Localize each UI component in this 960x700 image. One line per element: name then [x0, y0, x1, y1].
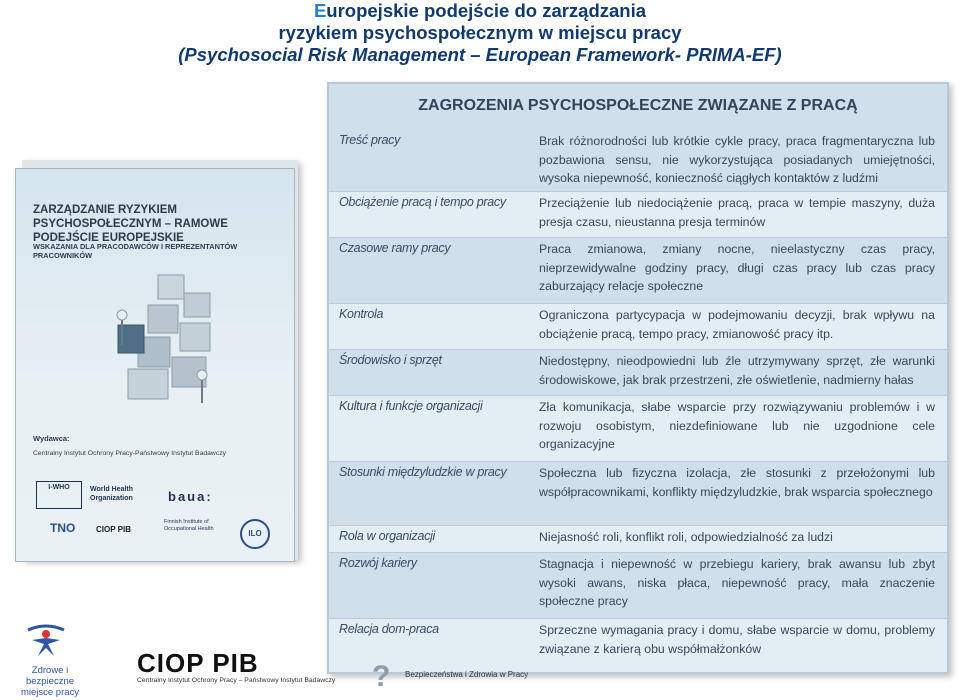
- row-category: Czasowe ramy pracy: [339, 241, 451, 255]
- healthy-workplace-logo-icon: [24, 620, 68, 658]
- cover-subtitle: WSKAZANIA DLA PRACODAWCÓW I REPREZENTANTÓW PRACOWNIKÓW: [33, 242, 238, 260]
- title-line-3: (Psychosocial Risk Management – European Framework- PRIMA-EF): [178, 44, 782, 65]
- row-category: Środowisko i sprzęt: [339, 353, 442, 367]
- table-row: [329, 553, 947, 619]
- cover-title: ZARZĄDZANIE RYZYKIEM PSYCHOSPOŁECZNYM – RAMOWE PODEJŚCIE EUROPEJSKIE: [33, 204, 228, 244]
- logo-tno-text: TNO: [50, 521, 76, 535]
- row-category: Obciążenie pracą i tempo pracy: [339, 195, 506, 209]
- table-row: [329, 304, 947, 350]
- ciop-pib-logo: CIOP PIB: [137, 648, 259, 678]
- row-description: Niedostępny, nieodpowiedni lub źle utrzymywany sprzęt, złe warunki środowiskowe, jak brak przestrzeni, złe oświetlenie, nadmierny hałas: [539, 354, 935, 387]
- puzzle-figure-image: [98, 265, 228, 415]
- row-description: Niejasność roli, konflikt roli, odpowiedzialność za ludzi: [539, 530, 833, 544]
- logo-ciop-small-text: CIOP PIB: [96, 525, 131, 534]
- row-category: Rozwój kariery: [339, 556, 417, 570]
- row-description: Społeczna lub fizyczna izolacja, złe stosunki z przełożonymi lub współpracownikami, konflikty międzyludzkie, brak wsparcia społecznego: [539, 466, 935, 499]
- row-category: Stosunki międzyludzkie w pracy: [339, 465, 507, 479]
- logo-ciop-small: [96, 525, 131, 534]
- logo-baua: [168, 489, 213, 504]
- table-row: [329, 192, 947, 238]
- publisher-label: Wydawca:: [33, 434, 70, 443]
- table-row: [329, 238, 947, 304]
- logo-who: [90, 485, 160, 503]
- title-line-1: uropejskie podejście do zarządzania: [326, 0, 647, 21]
- table-heading: ZAGROZENIA PSYCHOSPOŁECZNE ZWIĄZANE Z PRACĄ: [418, 97, 858, 114]
- logo-ilo: [240, 519, 270, 549]
- publisher-name: Centralny Instytut Ochrony Pracy-Państwowy Instytut Badawczy: [33, 450, 227, 457]
- logo-fioh: [164, 519, 234, 533]
- table-row: [329, 396, 947, 462]
- logo-ilo-text: ILO: [248, 529, 262, 538]
- bez-text: Bezpieczeństwa i Zdrowia w Pracy: [405, 670, 529, 679]
- table-row: [329, 619, 947, 672]
- logo-who-text: World Health Organization: [90, 486, 134, 502]
- title-line-2: ryzykiem psychospołecznym w miejscu pracy: [278, 22, 682, 43]
- row-description: Sprzeczne wymagania pracy i domu, słabe wsparcie w domu, problemy związane z karierą obu współmałżonków: [539, 623, 935, 656]
- table-row: [329, 526, 947, 553]
- table-row: [329, 130, 947, 192]
- row-category: Relacja dom-praca: [339, 622, 439, 636]
- logo-iwho: [36, 481, 82, 509]
- logo-tno: [50, 521, 75, 535]
- table-row: [329, 350, 947, 396]
- ciop-pib-caption: Centralny Instytut Ochrony Pracy – Państwowy Instytut Badawczy: [137, 677, 336, 684]
- row-description: Ograniczona partycypacja w podejmowaniu decyzji, brak wpływu na obciążenie pracą, tempo pracy, zmianowość pracy itp.: [539, 308, 935, 341]
- logo-iwho-text: I-WHO: [48, 484, 70, 491]
- bez-logo-icon: ?: [372, 660, 391, 693]
- row-description: Praca zmianowa, zmiany nocne, nieelastyczny czas pracy, nieprzewidywalne godziny pracy, długi czas pracy lub czas pracy zaburzający relacje społeczne: [539, 242, 935, 293]
- row-category: Kultura i funkcje organizacji: [339, 399, 483, 413]
- row-category: Treść pracy: [339, 133, 401, 147]
- hazards-table: [327, 82, 949, 674]
- title-first-letter: E: [313, 0, 327, 21]
- row-description: Brak różnorodności lub krótkie cykle pracy, praca fragmentaryczna lub pozbawiona sensu, nie wykorzystująca posiadanych umiejętności, wysoka niepewność, konieczność ciągłych kontaktów z ludźmi: [539, 134, 935, 185]
- logo-fioh-text: Finnish Institute of Occupational Health: [164, 519, 214, 532]
- brochure-cover: [15, 168, 295, 562]
- row-description: Zła komunikacja, słabe wsparcie przy rozwiązywaniu problemów i w rozwoju osobistym, niezdefiniowane lub nie uzgodnione cele organizacyjne: [539, 400, 935, 451]
- row-description: Przeciążenie lub niedociążenie pracą, praca w tempie maszyny, duża presja czasu, nieustanna presja terminów: [539, 196, 935, 229]
- logo-baua-text: baua:: [168, 489, 213, 504]
- row-category: Kontrola: [339, 307, 384, 321]
- healthy-workplace-text: Zdrowe i bezpieczne miejsce pracy: [20, 665, 80, 698]
- page-title: [0, 0, 960, 66]
- row-description: Stagnacja i niepewność w przebiegu kariery, brak awansu lub zbyt wysoki awans, niska płaca, niepewność pracy, mała znaczenie społeczne pracy: [539, 557, 935, 608]
- row-category: Rola w organizacji: [339, 529, 436, 543]
- table-row: [329, 462, 947, 526]
